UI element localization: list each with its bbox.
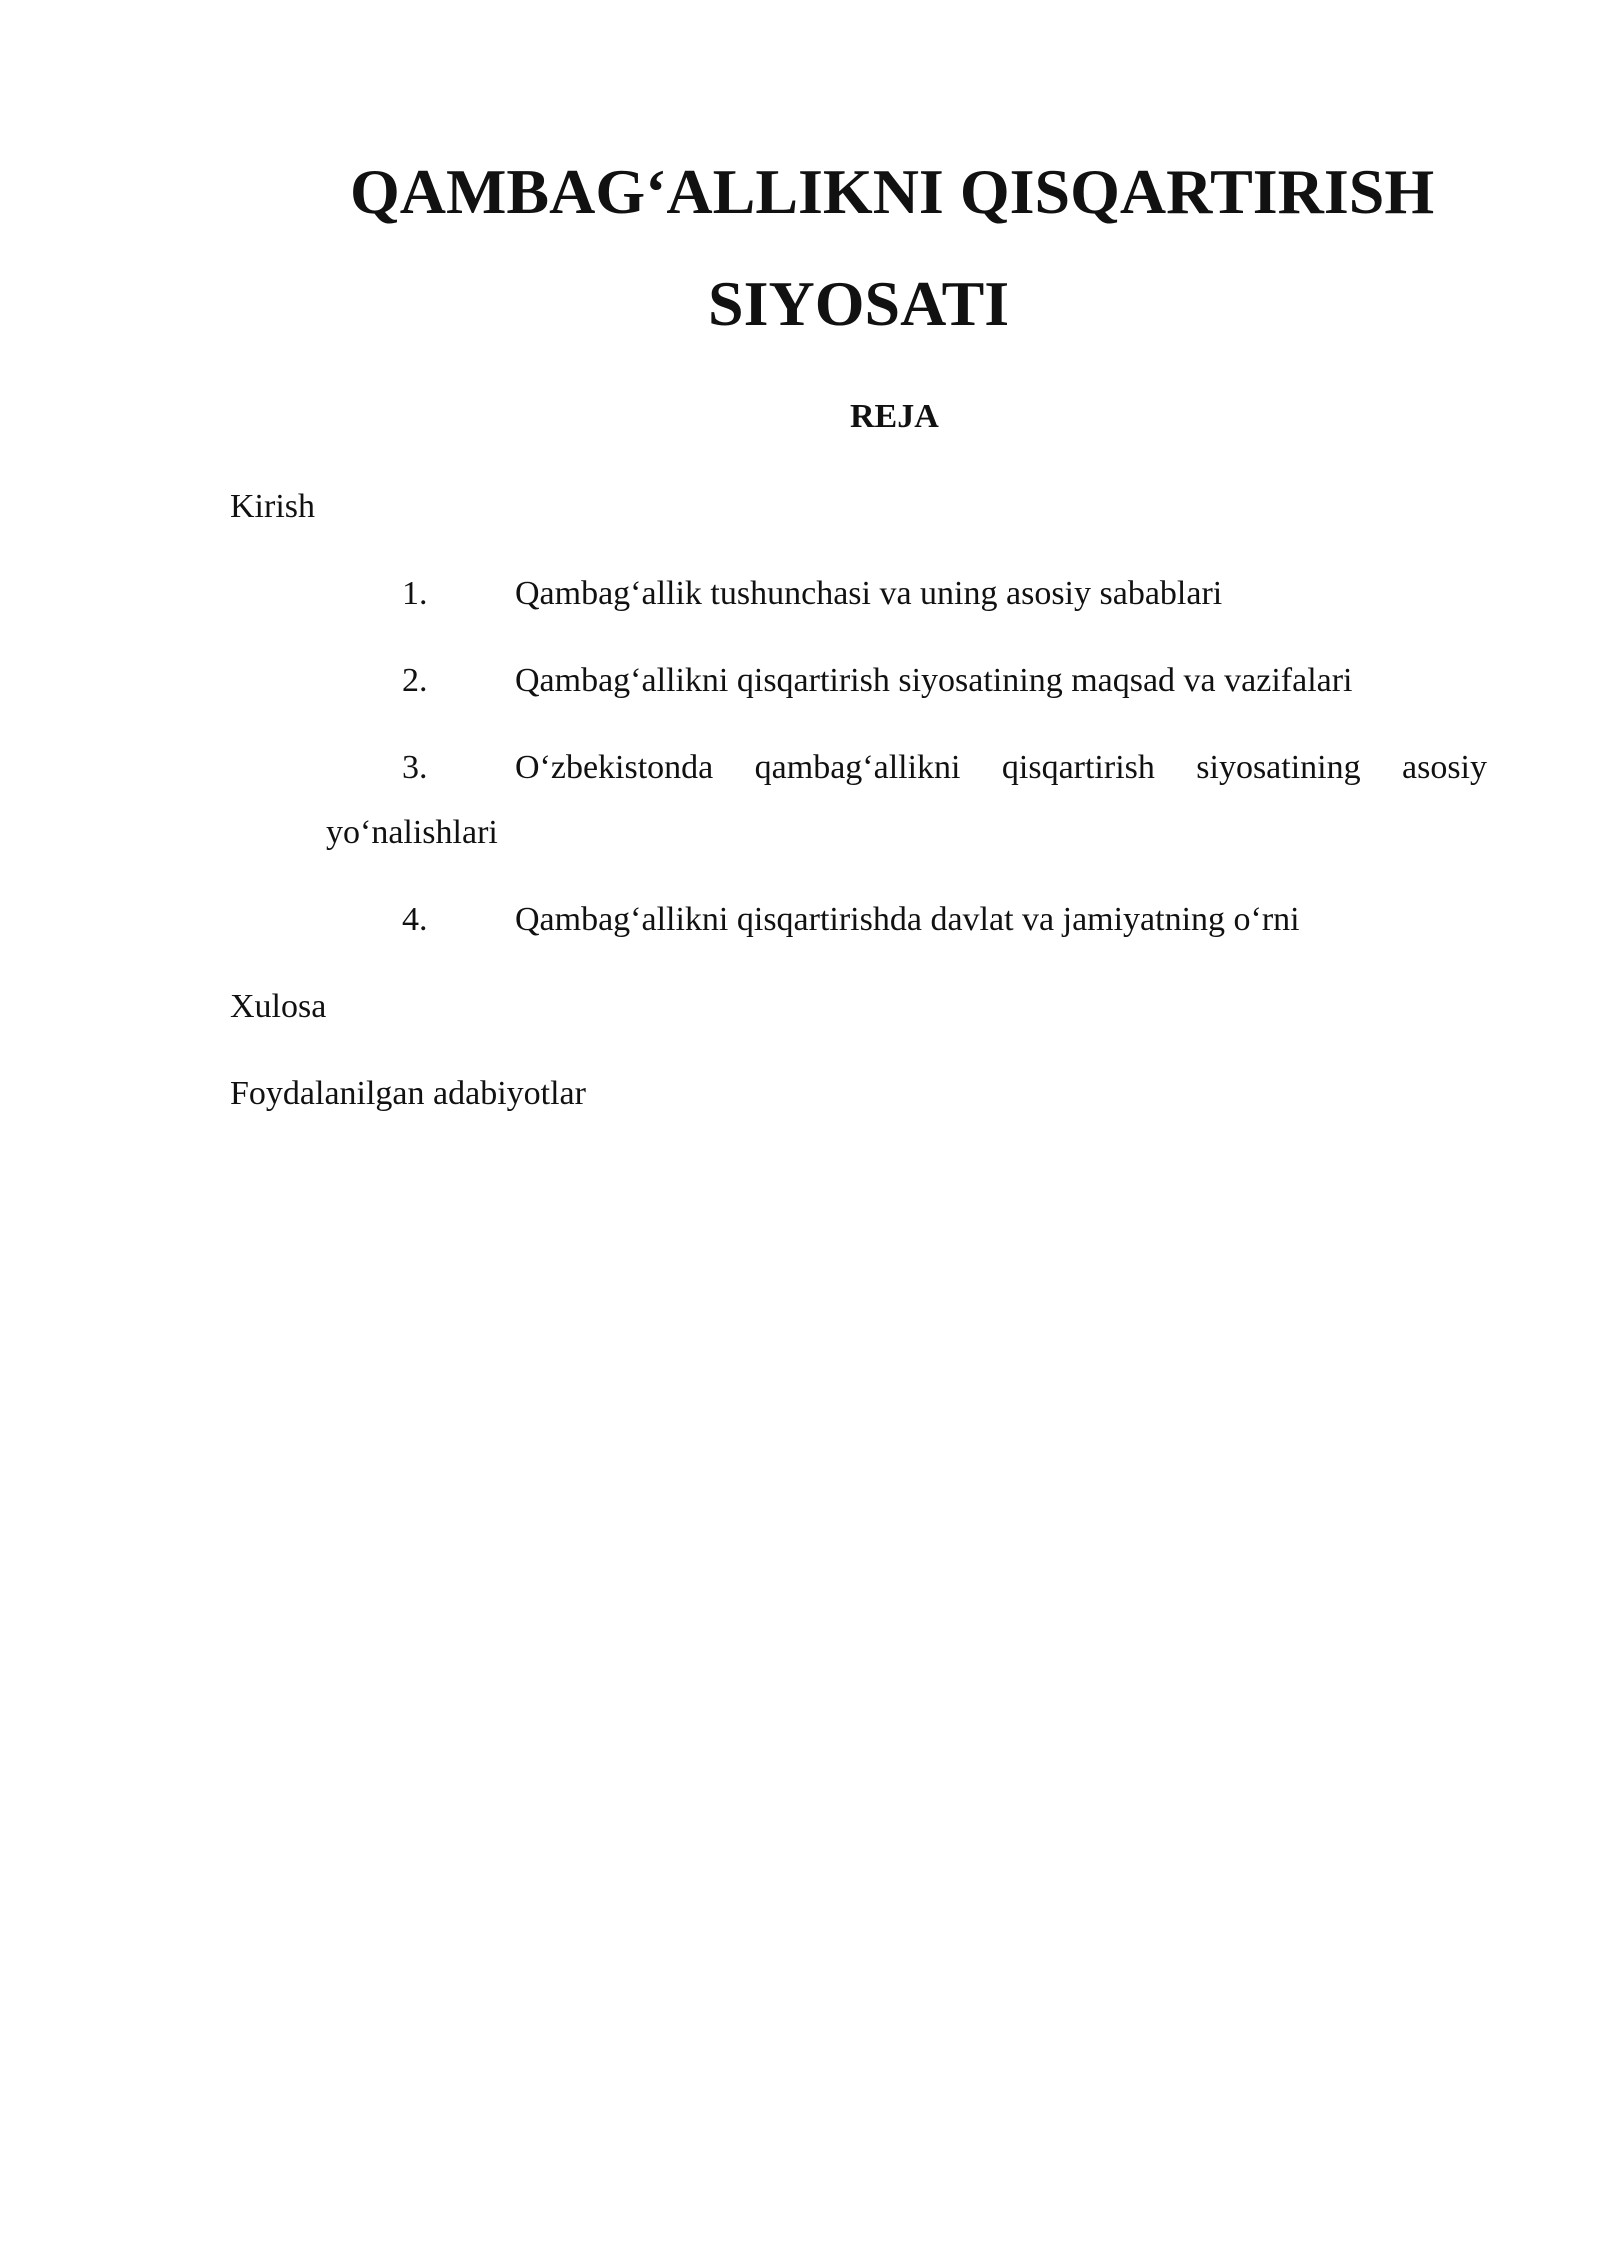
conclusion-label: Xulosa [230,988,327,1025]
list-item-text: Qambag‘allikni qisqartirishda davlat va jamiyatning o‘rni [515,901,1300,938]
list-item-number: 1. [402,575,428,612]
list-item-text: Qambag‘allik tushunchasi va uning asosiy sabablari [515,575,1223,612]
list-item-number: 3. [402,749,428,786]
document-title-line-2: SIYOSATI [708,268,1010,339]
list-item-text: O‘zbekistonda qambag‘allikni qisqartirish siyosatining asosiy [515,749,1487,786]
references-label: Foydalanilgan adabiyotlar [230,1075,586,1112]
list-item-text: Qambag‘allikni qisqartirish siyosatining maqsad va vazifalari [515,662,1353,699]
plan-heading: REJA [850,398,939,435]
list-item-number: 4. [402,901,428,938]
list-item-continuation: yo‘nalishlari [326,814,498,851]
list-item-number: 2. [402,662,428,699]
intro-label: Kirish [230,488,315,525]
document-title-line-1: QAMBAG‘ALLIKNI QISQARTIRISH [350,156,1435,227]
